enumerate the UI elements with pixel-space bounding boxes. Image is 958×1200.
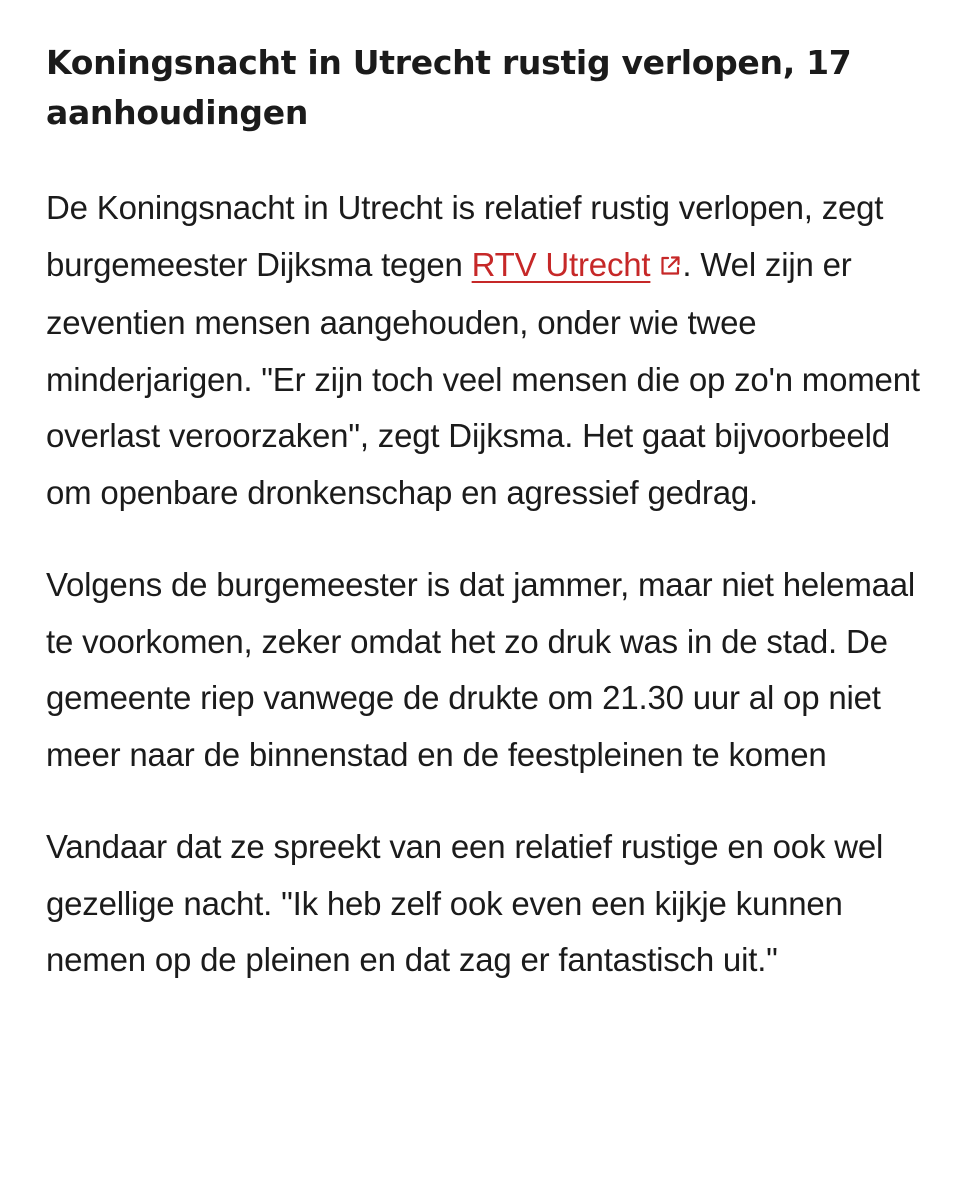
- paragraph-1-text-before-link: De Koningsnacht in Utrecht is relatief rustig verlopen, zegt burgemeester Dijksma tegen: [46, 189, 884, 283]
- rtv-utrecht-link-label: RTV Utrecht: [471, 245, 651, 283]
- article: [46, 38, 926, 989]
- external-link-icon: [658, 239, 682, 296]
- article-headline: Koningsnacht in Utrecht rustig verlopen, 17 aanhoudingen: [46, 43, 852, 132]
- article-paragraph-2: Volgens de burgemeester is dat jammer, maar niet helemaal te voorkomen, zeker omdat het zo druk was in de stad. De gemeente riep vanwege de drukte om 21.30 uur al op niet meer naar de binnenstad en de feestpleinen te komen: [46, 566, 916, 773]
- paragraph-1-text-after-link: . Wel zijn er zeventien mensen aangehouden, onder wie twee minderjarigen. "Er zijn toch veel mensen die op zo'n moment overlast veroorzaken", zegt Dijksma. Het gaat bijvoorbeeld om openbare dronkenschap en agressief gedrag.: [46, 245, 920, 511]
- rtv-utrecht-link[interactable]: [472, 246, 683, 283]
- article-paragraph-3: Vandaar dat ze spreekt van een relatief rustige en ook wel gezellige nacht. "Ik heb zelf ook even een kijkje kunnen nemen op de pleinen en dat zag er fantastisch uit.": [46, 828, 884, 978]
- article-paragraph-1: [46, 180, 926, 521]
